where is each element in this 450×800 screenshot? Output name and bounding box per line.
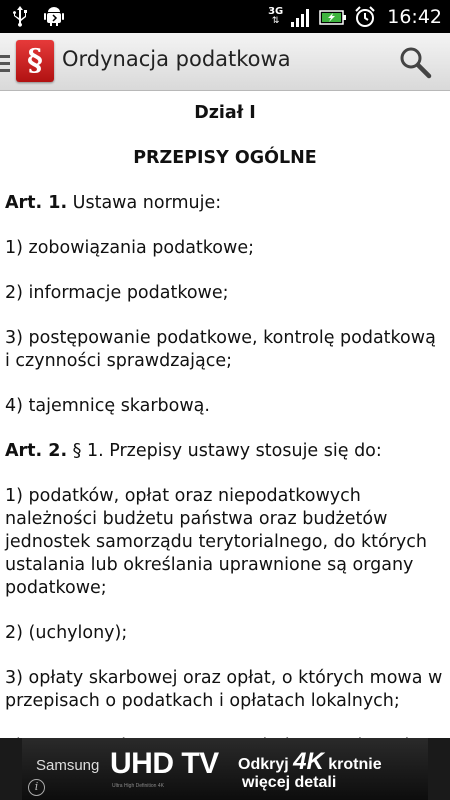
usb-icon bbox=[8, 4, 32, 28]
menu-handle-icon[interactable] bbox=[0, 51, 12, 75]
android-debug-icon bbox=[42, 4, 66, 28]
battery-charging-icon bbox=[319, 5, 347, 29]
search-icon[interactable] bbox=[398, 45, 432, 79]
alarm-icon bbox=[353, 5, 377, 29]
paragraph: Art. 1. Ustawa normuje: bbox=[5, 193, 222, 213]
status-time: 16:42 bbox=[387, 5, 442, 28]
paragraph: 3) postępowanie podatkowe, kontrolę podatkową i czynności sprawdzające; bbox=[5, 328, 436, 371]
app-title: Ordynacja podatkowa bbox=[62, 47, 291, 71]
section-subheading: PRZEPISY OGÓLNE bbox=[133, 148, 317, 168]
document-content[interactable] bbox=[0, 92, 450, 738]
signal-icon bbox=[289, 5, 313, 29]
paragraph: 1) podatków, opłat oraz niepodatkowych należności budżetu państwa oraz budżetów jednostek samorządu terytorialnego, do których ustalania lub określania uprawnione są organy podatkowe; bbox=[5, 486, 427, 598]
status-bar: 3G ⇅ 16:42 bbox=[0, 0, 450, 33]
section-heading: Dział I bbox=[194, 103, 256, 123]
ad-headline-line2: więcej detali bbox=[242, 774, 337, 791]
app-logo-icon[interactable]: § bbox=[16, 40, 54, 82]
paragraph: 4) tajemnicę skarbową. bbox=[5, 396, 210, 416]
action-bar bbox=[0, 33, 450, 91]
network-type-label: 3G bbox=[268, 6, 284, 17]
ad-subtitle: Ultra High Definition 4K bbox=[112, 783, 164, 789]
paragraph: 2) informacje podatkowe; bbox=[5, 283, 229, 303]
ad-brand: Samsung bbox=[36, 757, 100, 774]
ad-creative[interactable] bbox=[22, 738, 428, 800]
ad-headline: Odkryj 4K krotnie bbox=[238, 748, 382, 775]
paragraph: 1) zobowiązania podatkowe; bbox=[5, 238, 254, 258]
ad-product: UHD TV bbox=[110, 747, 219, 780]
paragraph: Art. 2. § 1. Przepisy ustawy stosuje się do: bbox=[5, 441, 382, 461]
paragraph: 3) opłaty skarbowej oraz opłat, o których mowa w przepisach o podatkach i opłatach lokalnych; bbox=[5, 668, 443, 711]
ad-info-icon[interactable]: i bbox=[28, 779, 45, 796]
paragraph: 2) (uchylony); bbox=[5, 623, 128, 643]
ad-banner[interactable] bbox=[0, 738, 450, 800]
